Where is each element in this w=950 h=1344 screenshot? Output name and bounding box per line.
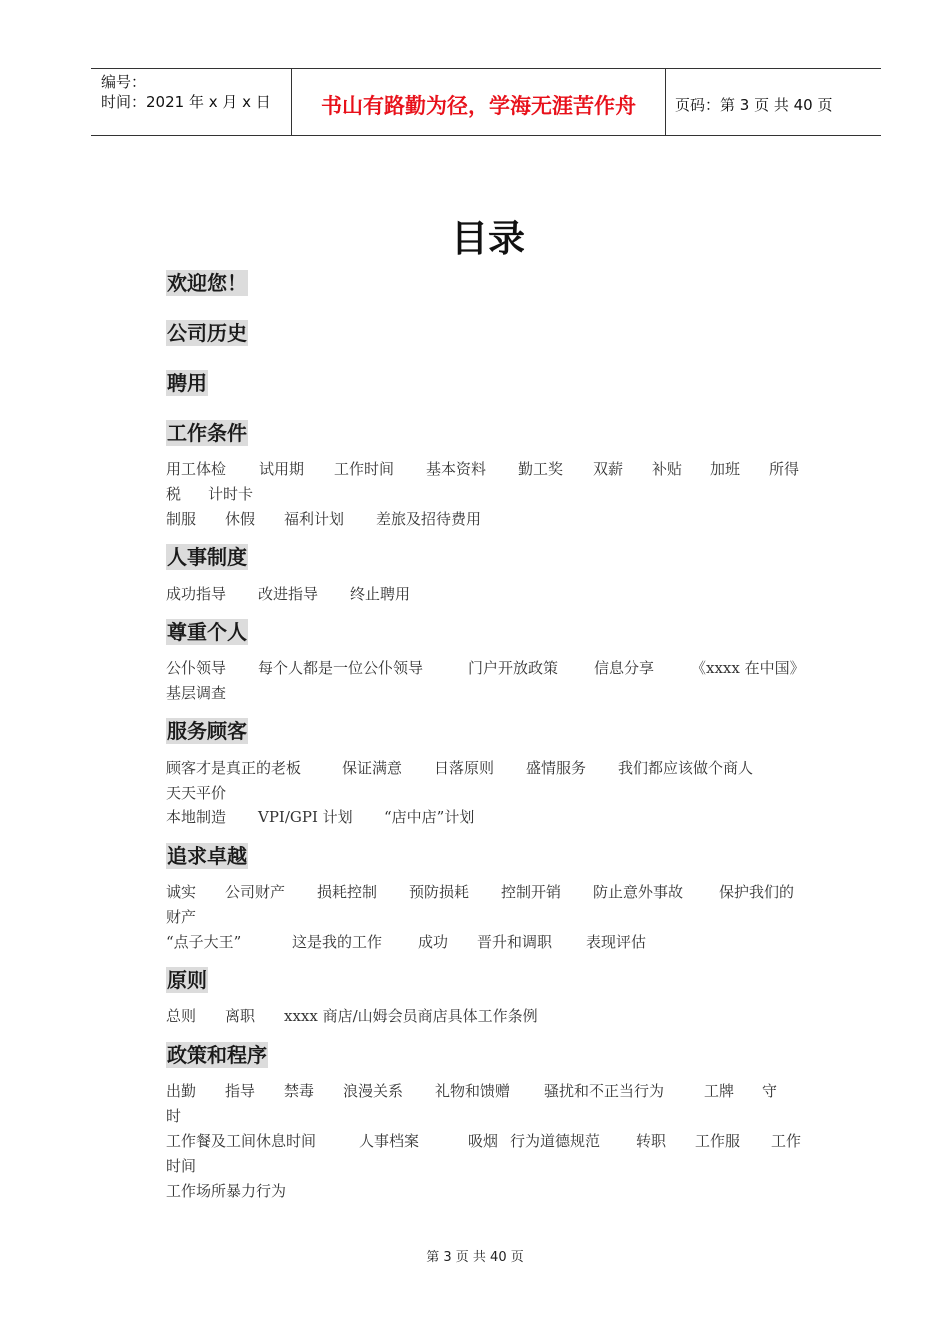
page-footer: 第 3 页 共 40 页: [426, 1250, 524, 1265]
toc-item[interactable]: 骚扰和不正当行为: [544, 1082, 665, 1100]
toc-row-policies-2: [166, 1104, 181, 1129]
toc-row-service-2: [166, 781, 226, 806]
toc-item[interactable]: 控制开销: [501, 883, 562, 901]
toc-item[interactable]: 双薪: [593, 460, 624, 478]
toc-section-welcome[interactable]: 欢迎您！: [167, 271, 247, 295]
toc-item[interactable]: 公司财产: [225, 883, 286, 901]
toc-item[interactable]: 这是我的工作: [292, 933, 383, 951]
toc-section-personnel[interactable]: 人事制度: [167, 545, 247, 569]
toc-section-excellence[interactable]: 追求卓越: [167, 844, 247, 868]
toc-item[interactable]: 所得: [769, 460, 800, 478]
toc-section-policies[interactable]: 政策和程序: [167, 1043, 267, 1067]
toc-item[interactable]: 基本资料: [426, 460, 487, 478]
document-date: 时间：2021 年 x 月 x 日: [101, 93, 271, 111]
toc-item[interactable]: 顾客才是真正的老板: [166, 759, 302, 777]
toc-item[interactable]: 制服: [166, 510, 197, 528]
toc-row-personnel-1: [166, 582, 410, 607]
toc-item[interactable]: 工作: [771, 1132, 802, 1150]
toc-row-principles-1: [166, 1004, 538, 1029]
toc-row-conditions-1: [166, 457, 799, 482]
toc-item[interactable]: 行为道德规范: [510, 1132, 601, 1150]
toc-item[interactable]: 指导: [225, 1082, 256, 1100]
toc-item[interactable]: 吸烟: [468, 1132, 499, 1150]
toc-item[interactable]: 《xxxx 在中国》: [691, 659, 805, 677]
toc-item[interactable]: 财产: [166, 908, 197, 926]
toc-item[interactable]: 浪漫关系: [343, 1082, 404, 1100]
toc-section-service[interactable]: 服务顾客: [167, 719, 247, 743]
toc-item[interactable]: 每个人都是一位公仆领导: [258, 659, 424, 677]
toc-item[interactable]: 差旅及招待费用: [376, 510, 482, 528]
toc-item[interactable]: 工作场所暴力行为: [166, 1182, 287, 1200]
header-motto-cell: [292, 69, 666, 135]
toc-item[interactable]: 基层调查: [166, 684, 227, 702]
toc-item[interactable]: 公仆领导: [166, 659, 227, 677]
toc-row-service-3: [166, 805, 474, 830]
page-title: 目录: [451, 217, 525, 260]
toc-row-excellence-1: [166, 880, 794, 905]
toc-item[interactable]: 时: [166, 1107, 182, 1125]
header-motto: 书山有路勤为径，学海无涯苦作舟: [321, 93, 636, 118]
toc-row-conditions-2: [166, 482, 253, 507]
toc-item[interactable]: 保证满意: [342, 759, 403, 777]
toc-item[interactable]: 时间: [166, 1157, 197, 1175]
toc-item[interactable]: “点子大王”: [166, 933, 242, 951]
toc-row-policies-3: [166, 1129, 801, 1154]
toc-row-policies-4: [166, 1154, 196, 1179]
toc-item[interactable]: 终止聘用: [350, 585, 411, 603]
toc-item[interactable]: 天天平价: [166, 784, 227, 802]
toc-item[interactable]: 盛情服务: [526, 759, 587, 777]
toc-item[interactable]: 工作时间: [334, 460, 395, 478]
toc-item[interactable]: 礼物和馈赠: [435, 1082, 511, 1100]
toc-item[interactable]: 工作服: [695, 1132, 741, 1150]
toc-item[interactable]: 门户开放政策: [468, 659, 559, 677]
toc-item[interactable]: 损耗控制: [317, 883, 378, 901]
toc-item[interactable]: 我们都应该做个商人: [618, 759, 754, 777]
toc-item[interactable]: 总则: [166, 1007, 197, 1025]
toc-row-policies-1: [166, 1079, 777, 1104]
toc-row-respect-1: [166, 656, 805, 681]
toc-item[interactable]: 表现评估: [586, 933, 647, 951]
toc-item[interactable]: 勤工奖: [518, 460, 564, 478]
toc-item[interactable]: 工作餐及工间休息时间: [166, 1132, 317, 1150]
toc-item[interactable]: 税: [166, 485, 182, 503]
toc-item[interactable]: 福利计划: [284, 510, 345, 528]
toc-item[interactable]: VPI/GPI 计划: [258, 808, 353, 826]
toc-item[interactable]: 休假: [225, 510, 256, 528]
toc-row-policies-5: [166, 1179, 286, 1204]
toc-row-respect-2: [166, 681, 226, 706]
toc-item[interactable]: 工牌: [704, 1082, 735, 1100]
toc-item[interactable]: 日落原则: [434, 759, 495, 777]
toc-item[interactable]: 出勤: [166, 1082, 197, 1100]
toc-item[interactable]: 诚实: [166, 883, 197, 901]
toc-item[interactable]: 离职: [225, 1007, 256, 1025]
toc-item[interactable]: 转职: [636, 1132, 667, 1150]
toc-item[interactable]: 成功指导: [166, 585, 227, 603]
page-header: [91, 68, 881, 136]
toc-item[interactable]: 补贴: [652, 460, 683, 478]
toc-item[interactable]: 加班: [710, 460, 741, 478]
toc-section-conditions[interactable]: 工作条件: [167, 421, 247, 445]
toc-item[interactable]: 试用期: [259, 460, 305, 478]
toc-item[interactable]: 人事档案: [359, 1132, 420, 1150]
toc-section-respect[interactable]: 尊重个人: [167, 620, 247, 644]
toc-item[interactable]: xxxx 商店/山姆会员商店具体工作条例: [284, 1007, 538, 1025]
document-number: 编号：: [101, 73, 147, 91]
toc-item[interactable]: 保护我们的: [719, 883, 795, 901]
toc-row-excellence-2: [166, 905, 196, 930]
toc-item[interactable]: 改进指导: [258, 585, 319, 603]
toc-row-excellence-3: [166, 930, 646, 955]
toc-item[interactable]: 本地制造: [166, 808, 227, 826]
header-meta-cell: [91, 69, 292, 135]
toc-item[interactable]: 守: [762, 1082, 778, 1100]
toc-row-conditions-3: [166, 507, 481, 532]
toc-item[interactable]: 信息分享: [594, 659, 655, 677]
toc-section-principles[interactable]: 原则: [167, 968, 207, 992]
toc-item[interactable]: 成功: [418, 933, 449, 951]
toc-row-service-1: [166, 756, 753, 781]
toc-section-hiring[interactable]: 聘用: [167, 371, 207, 395]
toc-item[interactable]: 防止意外事故: [593, 883, 684, 901]
toc-item[interactable]: 晋升和调职: [477, 933, 553, 951]
toc-section-history[interactable]: 公司历史: [167, 321, 247, 345]
toc-item[interactable]: “店中店”计划: [384, 808, 475, 826]
toc-item[interactable]: 计时卡: [208, 485, 254, 503]
header-page-cell: [666, 69, 881, 135]
toc-item[interactable]: 用工体检: [166, 460, 227, 478]
header-page-info: 页码：第 3 页 共 40 页: [675, 96, 833, 114]
toc-item[interactable]: 预防损耗: [409, 883, 470, 901]
toc-item[interactable]: 禁毒: [284, 1082, 315, 1100]
